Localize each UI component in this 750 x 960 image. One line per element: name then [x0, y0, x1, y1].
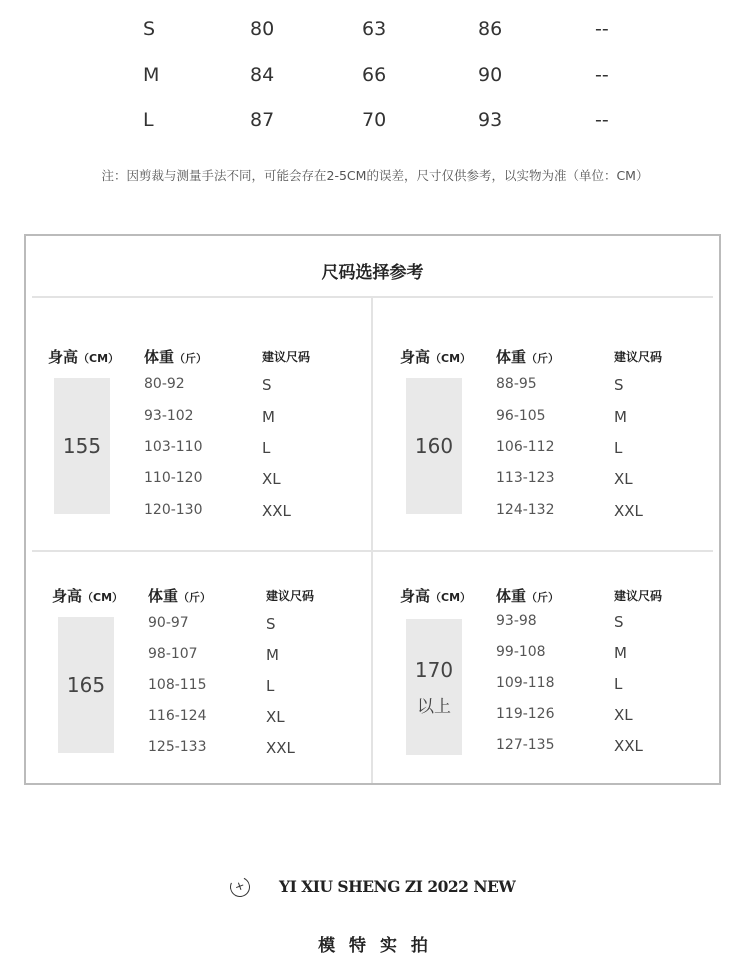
table-row — [0, 18, 750, 48]
size-cell: M — [143, 64, 160, 86]
size-header: 建议尺码 — [614, 350, 663, 364]
measure-cell: 90 — [478, 64, 503, 86]
list-item: 88-95 S — [496, 376, 624, 394]
size-group-165 — [52, 585, 392, 825]
height-value: 155 — [62, 434, 102, 458]
list-item: 110-120 XL — [144, 470, 281, 488]
measure-cell: 86 — [478, 18, 503, 40]
weight-header: 体重（斤） — [148, 587, 212, 605]
size-group-155 — [48, 346, 388, 586]
list-item: 113-123 XL — [496, 470, 633, 488]
height-extra: 以上 — [417, 696, 451, 717]
height-header: 身高（CM） — [400, 587, 472, 605]
list-item: 119-126 XL — [496, 706, 633, 724]
weight-header: 体重（斤） — [496, 348, 560, 366]
list-item: 103-110 L — [144, 439, 271, 457]
height-value: 160 — [414, 434, 454, 458]
height-value: 165 — [66, 673, 106, 697]
height-value-box — [406, 619, 462, 755]
table-row — [0, 109, 750, 139]
measure-cell: 63 — [362, 18, 387, 40]
list-item: 127-135 XXL — [496, 737, 643, 755]
list-item: 80-92 S — [144, 376, 272, 394]
list-item: 99-108 M — [496, 644, 627, 662]
size-guide-title: 尺码选择参考 — [321, 263, 424, 283]
size-cell: S — [143, 18, 156, 40]
size-header: 建议尺码 — [266, 589, 315, 603]
list-item: 90-97 S — [148, 615, 276, 633]
section-title: 模 特 实 拍 — [318, 936, 432, 956]
weight-header: 体重（斤） — [144, 348, 208, 366]
measure-cell: 93 — [478, 109, 503, 131]
measure-cell: 70 — [362, 109, 387, 131]
list-item: 125-133 XXL — [148, 739, 295, 757]
list-item: 93-102 M — [144, 408, 275, 426]
height-header: 身高（CM） — [52, 587, 124, 605]
brand-text: YI XIU SHENG ZI 2022 NEW — [279, 877, 516, 896]
list-item: 109-118 L — [496, 675, 623, 693]
height-header: 身高（CM） — [48, 348, 120, 366]
measurement-note: 注：因剪裁与测量手法不同，可能会存在2-5CM的误差，尺寸仅供参考，以实物为准（单位：CM） — [101, 168, 649, 183]
table-row — [0, 64, 750, 94]
weight-header: 体重（斤） — [496, 587, 560, 605]
size-group-160 — [400, 346, 740, 586]
measure-cell: -- — [595, 109, 609, 131]
measure-cell: 87 — [250, 109, 275, 131]
list-item: 116-124 XL — [148, 708, 285, 726]
height-value: 170 — [414, 657, 454, 682]
list-item: 124-132 XXL — [496, 502, 643, 520]
size-header: 建议尺码 — [614, 589, 663, 603]
size-cell: L — [143, 109, 154, 131]
circle-plus-icon: + — [227, 874, 253, 900]
list-item: 93-98 S — [496, 613, 624, 631]
height-header: 身高（CM） — [400, 348, 472, 366]
list-item: 120-130 XXL — [144, 502, 291, 520]
list-item: 98-107 M — [148, 646, 279, 664]
height-value-box — [54, 378, 110, 514]
measure-cell: 84 — [250, 64, 275, 86]
size-header: 建议尺码 — [262, 350, 311, 364]
list-item: 106-112 L — [496, 439, 623, 457]
measure-cell: 66 — [362, 64, 387, 86]
list-item: 96-105 M — [496, 408, 627, 426]
height-value-box — [58, 617, 114, 753]
measure-cell: -- — [595, 64, 609, 86]
measure-cell: -- — [595, 18, 609, 40]
measure-cell: 80 — [250, 18, 275, 40]
brand-line — [0, 874, 750, 904]
height-value-box — [406, 378, 462, 514]
size-guide-card — [24, 234, 721, 785]
list-item: 108-115 L — [148, 677, 275, 695]
size-group-170 — [400, 585, 740, 825]
